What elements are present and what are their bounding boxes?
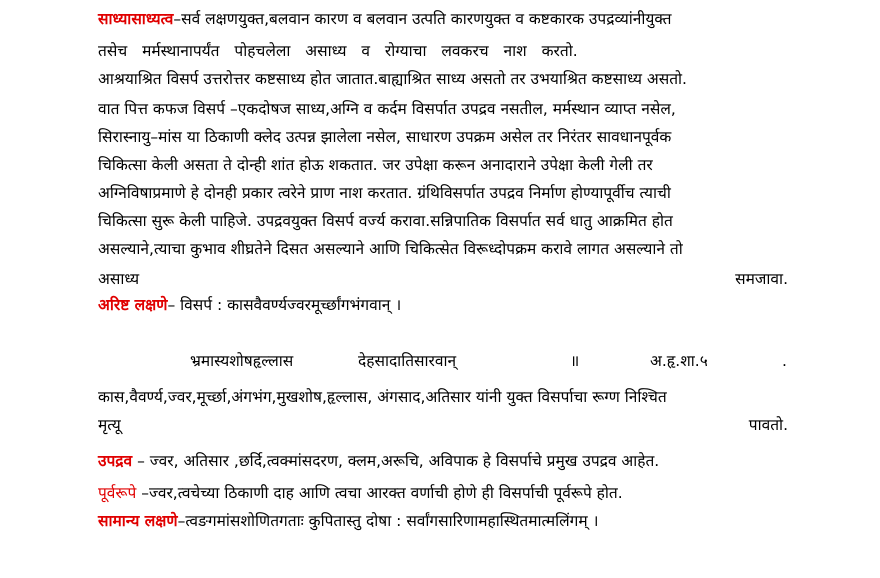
text-right: समजावा.	[735, 270, 788, 288]
verse-danda: ॥	[570, 352, 580, 370]
heading-purvarupe: पूर्वरूपे	[98, 484, 137, 502]
text-right: पावतो.	[748, 416, 788, 434]
line-5: सिरास्नायु–मांस या ठिकाणी क्लेद उत्पन्न झालेला नसेल, साधारण उपक्रम असेल तर निरंतर सावधानपूर्वक	[98, 128, 672, 146]
line-6: चिकित्सा केली असता ते दोन्ही शांत होऊ शकतात. जर उपेक्षा करून अनादाराने उपेक्षा केली गेली तर	[98, 156, 653, 174]
verse-part-2: देहसादातिसारवान्	[358, 352, 457, 370]
text-left: असाध्य	[98, 270, 140, 288]
heading-samanya-lakshane: सामान्य लक्षणे	[98, 512, 178, 530]
line-4: वात पित्त कफज विसर्प –एकदोषज साध्य,अग्नि व कर्दम विसर्पात उपद्रव नसतील, मर्मस्थान व्याप्त नसेल,	[98, 100, 676, 118]
text: –सर्व लक्षणयुक्त,बलवान कारण व बलवान उत्पति कारणयुक्त व कष्टकारक उपद्रव्यांनीयुक्त	[173, 10, 672, 28]
line-11	[98, 292, 788, 318]
text: – विसर्प : कासवैवर्ण्यज्वरमूर्च्छांगभंगवान् ।	[167, 296, 402, 314]
verse-reference: अ.हृ.शा.५	[650, 352, 708, 370]
heading-sadhyasadhyatva: साध्यासाध्यत्व	[98, 10, 174, 28]
text: –त्वङगमांसशोणितगताः कुपितास्तु दोषा : सर्वांगसारिणामहास्थितमात्मलिंगम् ।	[177, 512, 599, 530]
verse-period: .	[782, 352, 787, 370]
line-7: अग्निविषाप्रमाणे हे दोनही प्रकार त्वरेने प्राण नाश करतात. ग्रंथिविसर्पात उपद्रव निर्माण होण्यापूर्वीच त्याची	[98, 184, 671, 202]
line-17	[98, 508, 788, 534]
line-13: कास,वैवर्ण्य,ज्वर,मूर्च्छा,अंगभंग,मुखशोष,हृल्लास, अंगसाद,अतिसार यांनी युक्त विसर्पाचा रूग्ण निश्चित	[98, 388, 667, 406]
text-left: मृत्यू	[98, 416, 121, 434]
line-8: चिकित्सा सुरू केली पाहिजे. उपद्रवयुक्त विसर्प वर्ज्य करावा.सन्निपातिक विसर्पात सर्व धातु आक्रमित होत	[98, 212, 673, 230]
heading-arishta-lakshane: अरिष्ट लक्षणे	[98, 296, 168, 314]
line-16	[98, 480, 788, 506]
line-2: तसेच मर्मस्थानापर्यंत पोहचलेला असाध्य व रोग्याचा लवकरच नाश करतो.	[98, 42, 578, 60]
line-10	[98, 266, 788, 292]
text: –ज्वर,त्वचेच्या ठिकाणी दाह आणि त्वचा आरक्त वर्णाची होणे ही विसर्पाची पूर्वरूपे होत.	[136, 484, 623, 502]
line-3: आश्रयाश्रित विसर्प उत्तरोत्तर कष्टसाध्य होत जातात.बाह्याश्रित साध्य असतो तर उभयाश्रित कष्टसाध्य असतो.	[98, 70, 687, 88]
line-1	[98, 6, 788, 32]
heading-upadrava: उपद्रव	[98, 452, 133, 470]
verse-part-1: भ्रमास्यशोषहृल्लास	[190, 352, 294, 370]
line-14	[98, 412, 788, 438]
text: – ज्वर, अतिसार ,छर्दि,त्वक्मांसदरण, क्लम,अरूचि, अविपाक हे विसर्पाचे प्रमुख उपद्रव आहेत.	[132, 452, 660, 470]
line-9: असल्याने,त्याचा कुभाव शीघ्रतेने दिसत असल्याने आणि चिकित्सेत विरूध्दोपक्रम करावे लागत असल्याने तो	[98, 240, 683, 258]
line-12-verse	[0, 348, 880, 374]
line-15	[98, 448, 788, 474]
